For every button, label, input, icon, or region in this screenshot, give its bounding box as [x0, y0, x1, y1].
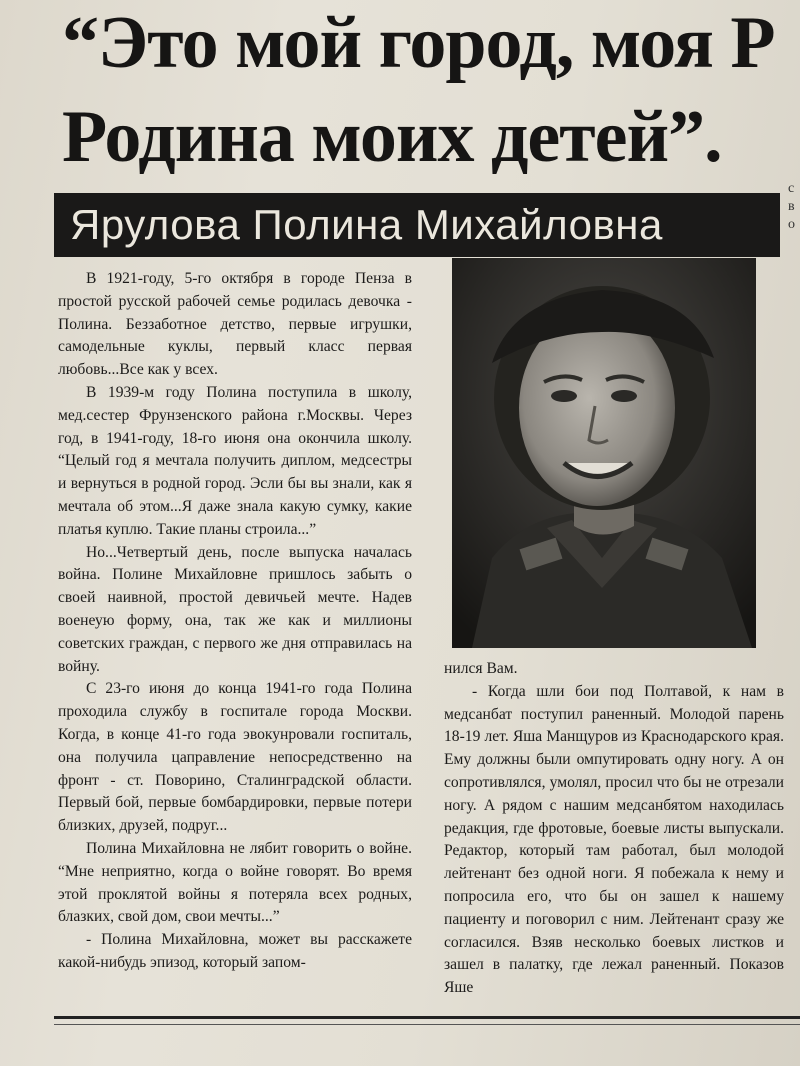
article-right-column: [444, 658, 784, 998]
name-banner: [54, 193, 780, 257]
paragraph: В 1921-году, 5-го октября в городе Пенза в простой русской рабочей семье родилась девочка - Полина. Беззаботное детство, первые игрушки, самодельные куклы, первый класс первая любовь...Все как у всех.: [58, 270, 412, 379]
edge-mark: с: [788, 181, 795, 196]
article-left-column: [58, 268, 412, 996]
portrait-photo: [452, 258, 756, 648]
paragraph: Полина Михайловна не лябит говорить о войне. “Мне неприятно, когда о войне говорят. Во время этой проклятой войны я потеряла всех родных, блазких, свой дом, свои мечты...”: [58, 839, 412, 926]
edge-mark: в: [788, 199, 795, 214]
paragraph: С 23-го июня до конца 1941-го года Полина проходила службу в госпитале города Москви. Когда, в конце 41-го года эвокунровали госпиталь, она получила цаправление непосредственно на фронт - ст. Поворино, Сталинградской области. Первый бой, первые бомбардировки, первые потери близких, друзей, подруг...: [58, 680, 412, 835]
paragraph: Но...Четвертый день, после выпуска началась война. Полине Михайловне пришлось забыть о своей наивной, простой девичьей мечте. Надев военеую форму, она, так же как и миллионы советских граждан, с первого же дня отправилась на войну.: [58, 543, 412, 675]
bottom-rule: [54, 1016, 800, 1019]
portrait-image: [452, 258, 756, 648]
paragraph: В 1939-м году Полина поступила в школу, мед.сестер Фрунзенского района г.Москвы. Через год, в 1941-году, 18-го июня она окончила школу. “Целый год я мечтала получить диплом, медсестры и вернуться в родной город. Эсли бы вы знали, как я мечтала об этом...Я даже знала какую сумку, какие платья куплю. Такие планы строила...”: [58, 383, 412, 538]
bottom-rule-thin: [54, 1024, 800, 1025]
headline-line-2: Родина моих детей”.: [62, 96, 722, 178]
headline-line-1: “Это мой город, моя Р: [62, 2, 775, 84]
edge-mark: о: [788, 217, 795, 232]
paragraph: - Полина Михайловна, может вы расскажете какой-нибудь эпизод, который запом-: [58, 931, 412, 971]
paragraph: нился Вам.: [444, 660, 518, 677]
cut-off-edge-text: [788, 180, 795, 234]
paragraph: - Когда шли бои под Полтавой, к нам в медсанбат поступил раненный. Молодой парень 18-19 лет. Яша Манщуров из Краснодарского края. Ему должны были омпутировать одну ногу. А он сопротивлялся, умолял, просил что бы не отрезали ногу. А рядом с нашим медсанбятом находилась редакция, где фротовые, боевые листы выпускали. Редактор, который там работал, был молодой лейтенант без одной ноги. Я побежала к нему и попросила его, что бы он зашел к нашему пациенту и поговорил с ним. Лейтенант сразу же согласился. Взяв несколько боевых листков и зашел в палатку, где лежал раненный. Показов Яше: [444, 682, 784, 997]
person-name: Ярулова Полина Михайловна: [70, 201, 663, 248]
